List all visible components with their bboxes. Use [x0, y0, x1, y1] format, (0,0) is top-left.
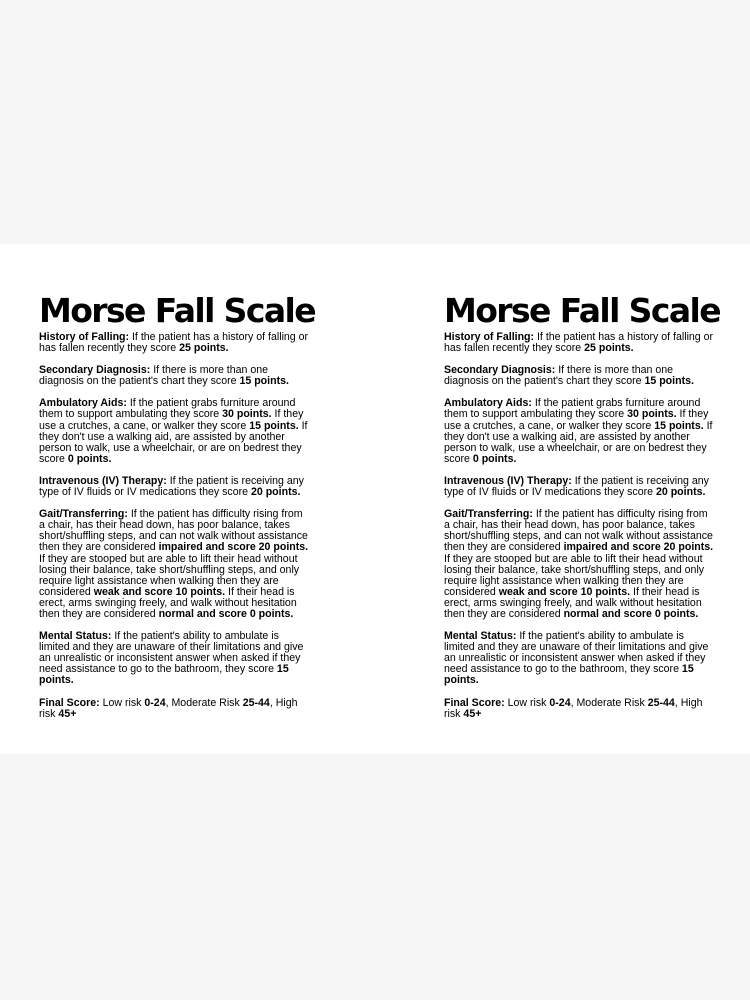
scale-section — [39, 509, 311, 620]
section-bold-text: 0-24 — [144, 696, 166, 709]
scale-panel-left — [39, 291, 315, 731]
scale-section — [444, 698, 716, 720]
scale-panel-right — [444, 291, 720, 731]
section-text: , High risk — [444, 696, 703, 720]
section-bold-text: Intravenous (IV) Therapy: — [39, 474, 167, 487]
scale-section — [39, 476, 311, 498]
section-text: Low risk — [99, 696, 145, 709]
section-bold-text: 30 points. — [222, 408, 272, 421]
section-text: , High risk — [39, 696, 298, 720]
section-bold-text: Intravenous (IV) Therapy: — [444, 474, 572, 487]
section-bold-text: Ambulatory Aids: — [39, 397, 127, 410]
section-bold-text: Mental Status: — [444, 630, 517, 643]
section-text: If the patient grabs furniture around them to support ambulating they score — [39, 397, 296, 421]
scale-section — [444, 332, 716, 354]
section-bold-text: 15 points. — [39, 663, 289, 687]
scale-section — [444, 365, 716, 387]
section-bold-text: 20 points. — [250, 486, 301, 499]
page-title: Morse Fall Scale — [444, 291, 720, 330]
section-bold-text: 15 points. — [644, 375, 694, 388]
section-bold-text: impaired and score 20 points. — [563, 541, 714, 554]
section-bold-text: 15 points. — [444, 663, 694, 687]
section-bold-text: normal and score 0 points. — [158, 607, 294, 620]
section-bold-text: 25-44 — [647, 696, 675, 709]
scale-section — [39, 398, 311, 465]
section-text: , Moderate Risk — [570, 696, 648, 709]
section-text: If they are stooped but are able to lift their head without losing their balance, take short/shuffling steps, and only require light assistance when walking then they are considered — [444, 552, 705, 598]
section-bold-text: Mental Status: — [39, 630, 112, 643]
section-text: If their head is erect, arms swinging freely, and walk without hesitation then they are considered — [444, 585, 702, 620]
section-text: If the patient has difficulty rising from a chair, has their head down, has poor balance, takes short/shuffling steps, and can not walk without assistance then they are considered — [39, 508, 308, 554]
section-bold-text: 45+ — [463, 707, 482, 720]
scale-section — [444, 631, 716, 686]
section-bold-text: 15 points. — [654, 419, 704, 432]
section-text: If the patient has a history of falling or has fallen recently they score — [39, 331, 309, 355]
section-bold-text: History of Falling: — [444, 331, 535, 343]
section-bold-text: weak and score 10 points. — [93, 585, 226, 598]
section-text: If the patient is receiving any type of IV fluids or IV medications they score — [39, 474, 304, 499]
scale-section — [39, 332, 311, 354]
section-bold-text: 45+ — [58, 707, 77, 720]
section-text: If their head is erect, arms swinging freely, and walk without hesitation then they are considered — [39, 585, 297, 620]
section-bold-text: Final Score: — [39, 696, 100, 709]
section-text: If there is more than one diagnosis on the patient's chart they score — [39, 364, 269, 388]
section-bold-text: 20 points. — [655, 486, 706, 499]
sections-list — [444, 332, 716, 720]
scale-section — [444, 476, 716, 498]
section-bold-text: Gait/Transferring: — [39, 508, 128, 521]
section-text: If they use a crutches, a cane, or walker they score — [39, 408, 304, 432]
section-text: If the patient is receiving any type of IV fluids or IV medications they score — [444, 474, 709, 499]
section-bold-text: 0 points. — [472, 452, 517, 465]
section-text: If there is more than one diagnosis on the patient's chart they score — [444, 364, 674, 388]
section-text: If the patient has a history of falling or has fallen recently they score — [444, 331, 714, 355]
page-title: Morse Fall Scale — [39, 291, 315, 330]
section-bold-text: Ambulatory Aids: — [444, 397, 532, 410]
section-text: If they use a crutches, a cane, or walker they score — [444, 408, 709, 432]
section-bold-text: impaired and score 20 points. — [158, 541, 309, 554]
section-bold-text: Secondary Diagnosis: — [444, 364, 556, 377]
section-bold-text: 30 points. — [627, 408, 677, 421]
section-bold-text: Final Score: — [444, 696, 505, 709]
scale-section — [444, 509, 716, 620]
section-text: If the patient has difficulty rising from a chair, has their head down, has poor balance, takes short/shuffling steps, and can not walk without assistance then they are considered — [444, 508, 713, 554]
section-bold-text: Secondary Diagnosis: — [39, 364, 151, 377]
section-text: If the patient's ability to ambulate is limited and they are unaware of their limitations and give an unrealistic or inconsistent answer when asked if they need assistance to go to the bathroom, they score — [39, 630, 304, 676]
scale-section — [39, 631, 311, 686]
section-text: , Moderate Risk — [165, 696, 243, 709]
sections-list — [39, 332, 311, 720]
section-bold-text: weak and score 10 points. — [498, 585, 631, 598]
section-text: If they are stooped but are able to lift their head without losing their balance, take short/shuffling steps, and only require light assistance when walking then they are considered — [39, 552, 300, 598]
scale-section — [444, 398, 716, 465]
section-text: If they don't use a walking aid, are assisted by another person to walk, use a wheelchair, or are on bedrest they score — [444, 419, 713, 465]
scale-section — [39, 698, 311, 720]
section-text: If the patient grabs furniture around them to support ambulating they score — [444, 397, 701, 421]
section-bold-text: 0-24 — [549, 696, 571, 709]
section-bold-text: 25 points. — [179, 342, 229, 355]
section-text: Low risk — [504, 696, 550, 709]
section-bold-text: 25 points. — [584, 342, 634, 355]
section-bold-text: 15 points. — [249, 419, 299, 432]
section-bold-text: 0 points. — [67, 452, 112, 465]
scale-section — [39, 365, 311, 387]
section-bold-text: 15 points. — [239, 375, 289, 388]
section-bold-text: Gait/Transferring: — [444, 508, 533, 521]
section-bold-text: normal and score 0 points. — [563, 607, 699, 620]
section-text: If the patient's ability to ambulate is limited and they are unaware of their limitations and give an unrealistic or inconsistent answer when asked if they need assistance to go to the bathroom, they score — [444, 630, 709, 676]
section-text: If they don't use a walking aid, are assisted by another person to walk, use a wheelchair, or are on bedrest they score — [39, 419, 308, 465]
section-bold-text: History of Falling: — [39, 331, 130, 343]
section-bold-text: 25-44 — [242, 696, 270, 709]
